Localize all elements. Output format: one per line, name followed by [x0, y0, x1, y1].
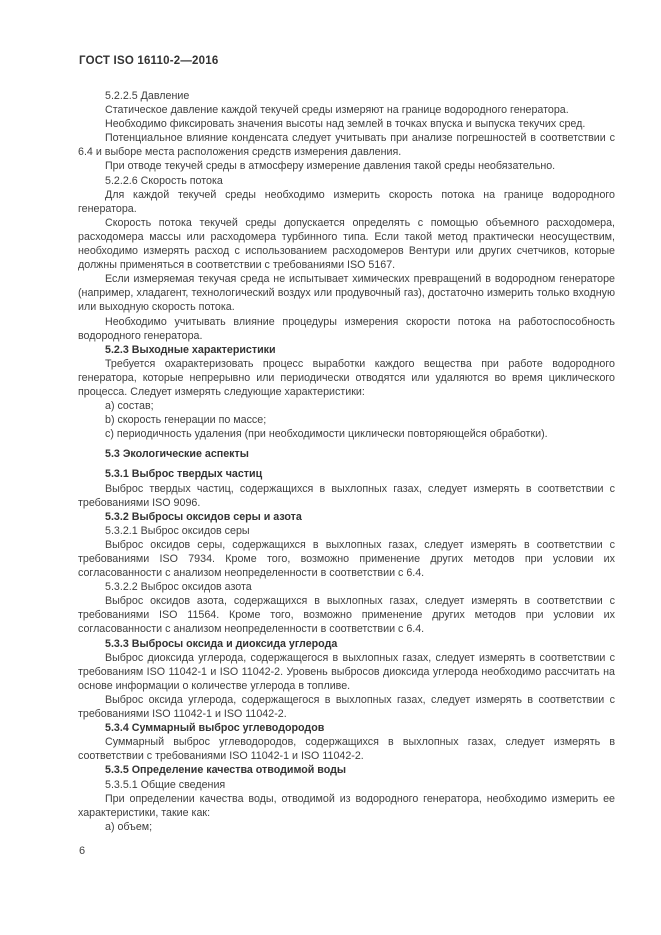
list-item: a) состав; [105, 400, 154, 413]
section-heading: 5.3.5 Определение качества отводимой воды [105, 764, 347, 777]
paragraph: Необходимо учитывать влияние процедуры измерения скорости потока на работоспособность водородного генератора. [78, 315, 615, 342]
section-heading: 5.3 Экологические аспекты [105, 448, 249, 461]
list-item: b) скорость генерации по массе; [105, 414, 267, 427]
paragraph: Выброс диоксида углерода, содержащегося в выхлопных газах, следует измерять в соответствии с требованиям ISO 11042-1 и ISO 11042-2. Уровень выбросов диоксида углерода необходимо рассчитать на основе информации о количестве углерода в топливе. [78, 651, 615, 692]
page-number: 6 [79, 845, 86, 857]
paragraph: Скорость потока текучей среды допускается определять с помощью объемного расходомера, расходомера массы или расходомера турбинного типа. Если такой метод практически неосуществим, необходимо измерять расход с использованием расходомеров Вентури или других счетчиков, которые должны применяться в соответствии с требованиями ISO 5167. [78, 216, 615, 272]
paragraph: Выброс оксида углерода, содержащегося в выхлопных газах, следует измерять в соответствии с требованиями ISO 11042-1 и ISO 11042-2. [78, 693, 615, 721]
paragraph: Выброс твердых частиц, содержащихся в выхлопных газах, следует измерять в соответствии с требованиями ISO 9096. [78, 482, 615, 509]
document-content [78, 89, 615, 834]
section-heading: 5.3.2 Выбросы оксидов серы и азота [105, 510, 302, 523]
section-heading: 5.2.3 Выходные характеристики [105, 343, 276, 356]
paragraph: При определении качества воды, отводимой из водородного генератора, необходимо измерить ее характеристики, такие как: [78, 792, 615, 819]
paragraph: Статическое давление каждой текучей среды измеряют на границе водородного генератора. [105, 104, 569, 117]
paragraph: Необходимо фиксировать значения высоты над землей в точках впуска и выпуска текучих сред. [105, 118, 586, 131]
list-item: c) периодичность удаления (при необходимости циклически повторяющейся обработки). [105, 428, 548, 441]
section-heading: 5.3.4 Суммарный выброс углеводородов [105, 722, 325, 735]
paragraph: Выброс оксидов серы, содержащихся в выхлопных газах, следует измерять в соответствии с требованиями ISO 7934. Кроме того, возможно применение других методов при условии их согласованности с анализом неопределенности в соответствии с 6.4. [78, 538, 615, 580]
paragraph: Выброс оксидов азота, содержащихся в выхлопных газах, следует измерять в соответствии с требованиями ISO 11564. Кроме того, возможно применение других методов при условии их согласованности с анализом неопределенности в соответствии с 6.4. [78, 595, 615, 636]
paragraph: Суммарный выброс углеводородов, содержащихся в выхлопных газах, следует измерять в соответствии с требованиями ISO 11042-1 и ISO 11042-2. [78, 736, 615, 763]
subsection-heading: 5.3.5.1 Общие сведения [105, 778, 226, 791]
paragraph: Если измеряемая текучая среда не испытывает химических превращений в водородном генераторе (например, хладагент, технологический воздух или продувочный газ), достаточно измерить только входную или выходную скорость потока. [78, 273, 615, 314]
subsection-heading: 5.3.2.2 Выброс оксидов азота [105, 581, 252, 594]
list-item: a) объем; [105, 820, 153, 833]
paragraph: Потенциальное влияние конденсата следует учитывать при анализе погрешностей в соответствии с 6.4 и выборе места расположения средств измерения давления. [78, 132, 615, 159]
section-heading: 5.3.3 Выбросы оксида и диоксида углерода [105, 637, 338, 650]
subsection-heading: 5.3.2.1 Выброс оксидов серы [105, 524, 250, 537]
document-header: ГОСТ ISO 16110-2—2016 [79, 55, 219, 67]
paragraph: Требуется охарактеризовать процесс выработки каждого вещества при работе водородного генератора, которые непрерывно или периодически отводятся или удаляются во время циклического процесса. Следует измерять следующие характеристики: [78, 357, 615, 398]
subsection-heading: 5.2.2.6 Скорость потока [105, 174, 223, 187]
paragraph: При отводе текучей среды в атмосферу измерение давления такой среды необязательно. [105, 160, 556, 173]
paragraph: Для каждой текучей среды необходимо измерить скорость потока на границе водородного генератора. [78, 188, 615, 215]
section-heading: 5.3.1 Выброс твердых частиц [105, 468, 263, 481]
subsection-heading: 5.2.2.5 Давление [105, 90, 190, 102]
